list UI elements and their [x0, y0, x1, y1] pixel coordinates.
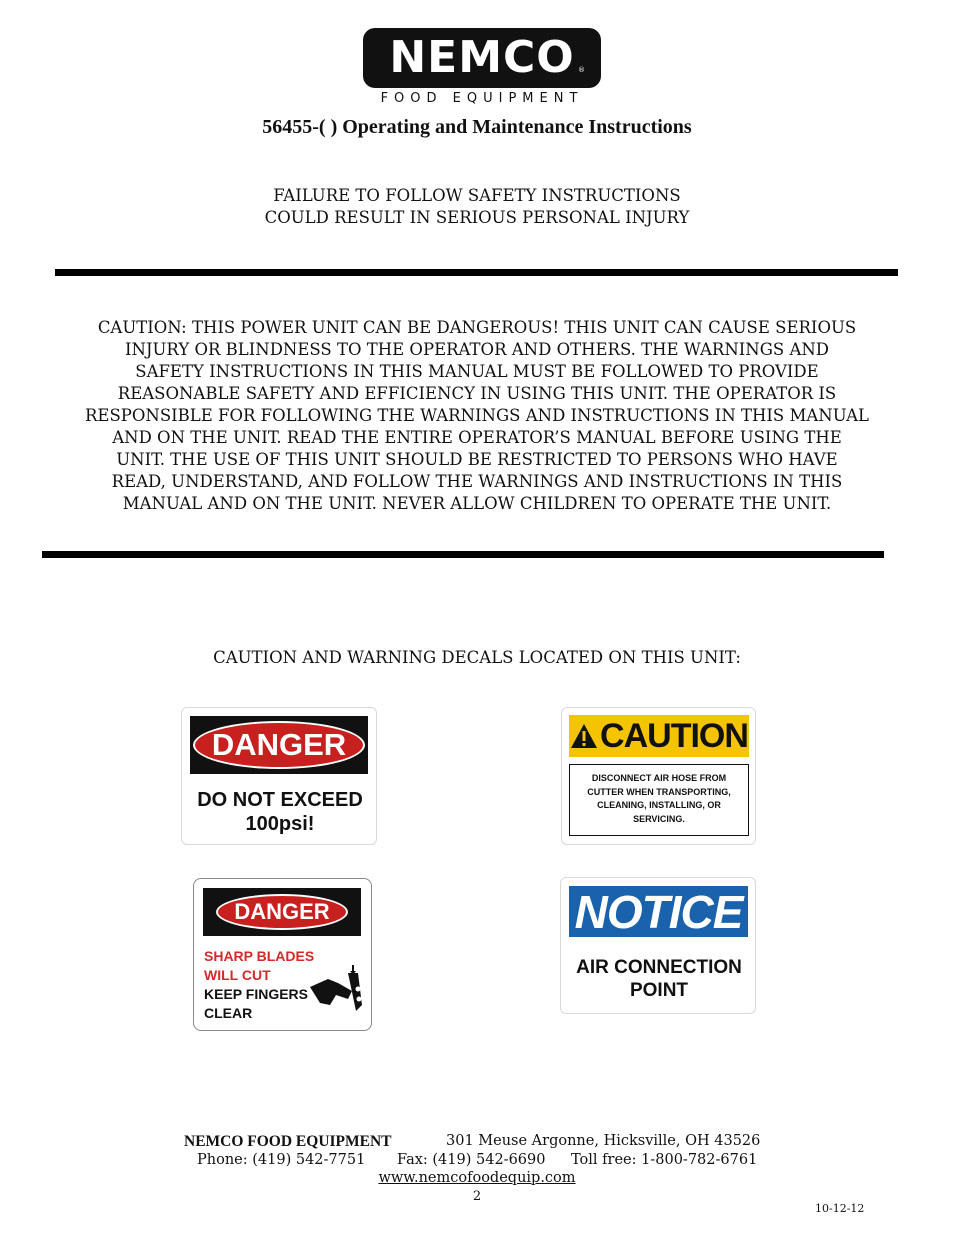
footer-address: 301 Meuse Argonne, Hicksville, OH 43526 — [446, 1133, 761, 1149]
safety-notice-line-2: COULD RESULT IN SERIOUS PERSONAL INJURY — [264, 208, 690, 227]
decal-message-line: 100psi! — [245, 813, 315, 835]
footer-website-link[interactable]: www.nemcofoodequip.com — [378, 1170, 576, 1186]
caution-line: REASONABLE SAFETY AND EFFICIENCY IN USING THIS UNIT. THE OPERATOR IS — [117, 384, 837, 403]
nemco-logo — [363, 28, 601, 88]
bottom-divider — [42, 551, 884, 558]
blades-instruction-line: CLEAR — [204, 1005, 253, 1021]
decal-message-line: DO NOT EXCEED — [197, 789, 363, 811]
caution-message-line: CUTTER WHEN TRANSPORTING, — [587, 786, 731, 797]
notice-message — [561, 956, 757, 1002]
caution-line: SAFETY INSTRUCTIONS IN THIS MANUAL MUST BE FOLLOWED TO PROVIDE — [135, 362, 819, 381]
warning-triangle-icon — [570, 723, 598, 749]
revision-date: 10-12-12 — [815, 1202, 865, 1215]
caution-line: UNIT. THE USE OF THIS UNIT SHOULD BE RESTRICTED TO PERSONS WHO HAVE — [116, 450, 838, 469]
top-divider — [55, 269, 898, 276]
logo-subtitle: FOOD EQUIPMENT — [380, 91, 584, 106]
footer-fax: Fax: (419) 542-6690 — [397, 1152, 546, 1168]
caution-line: INJURY OR BLINDNESS TO THE OPERATOR AND OTHERS. THE WARNINGS AND — [124, 340, 830, 359]
decal-caution-air-hose — [561, 707, 756, 845]
caution-line: CAUTION: THIS POWER UNIT CAN BE DANGEROUS! THIS UNIT CAN CAUSE SERIOUS — [97, 318, 857, 337]
notice-header-text: NOTICE — [574, 885, 743, 938]
notice-message-line: AIR CONNECTION — [576, 957, 742, 978]
page-number: 2 — [472, 1189, 482, 1204]
danger-oval: DANGER — [216, 894, 348, 930]
caution-message-line: CLEANING, INSTALLING, OR — [597, 800, 721, 810]
footer-phone: Phone: (419) 542-7751 — [197, 1152, 366, 1168]
caution-header-band — [569, 715, 749, 757]
footer-tollfree: Toll free: 1-800-782-6761 — [571, 1152, 758, 1168]
footer-company: NEMCO FOOD EQUIPMENT — [184, 1133, 392, 1150]
danger-oval: DANGER — [193, 721, 365, 769]
danger-header-band — [203, 888, 361, 936]
hand-blade-hazard-icon — [308, 965, 366, 1015]
caution-message-box — [569, 764, 749, 836]
caution-line: READ, UNDERSTAND, AND FOLLOW THE WARNINGS AND INSTRUCTIONS IN THIS — [111, 472, 843, 491]
decal-danger-blades — [193, 878, 372, 1031]
logo-wordmark: NEMCO — [389, 32, 575, 83]
blades-warning-line: WILL CUT — [204, 967, 271, 983]
caution-message-line: SERVICING. — [633, 813, 685, 824]
blades-warning-line: SHARP BLADES — [204, 948, 315, 964]
logo-registered-mark: ® — [578, 66, 585, 74]
caution-line: AND ON THE UNIT. READ THE ENTIRE OPERATOR’S MANUAL BEFORE USING THE — [112, 428, 842, 447]
notice-message-line: POINT — [629, 980, 689, 1001]
decal-message — [182, 788, 378, 836]
decal-danger-psi — [181, 707, 377, 845]
danger-header-band — [190, 716, 368, 774]
notice-header-band — [569, 886, 748, 937]
blades-message — [204, 947, 314, 1023]
safety-notice-line-1: FAILURE TO FOLLOW SAFETY INSTRUCTIONS — [273, 186, 681, 205]
caution-line: RESPONSIBLE FOR FOLLOWING THE WARNINGS AND INSTRUCTIONS IN THIS MANUAL — [85, 406, 869, 425]
caution-paragraph — [55, 317, 899, 515]
blades-instruction-line: KEEP FINGERS — [204, 986, 308, 1002]
decals-heading: CAUTION AND WARNING DECALS LOCATED ON THIS UNIT: — [213, 648, 741, 667]
caution-message-line: DISCONNECT AIR HOSE FROM — [591, 773, 727, 783]
page-title: 56455-( ) Operating and Maintenance Instructions — [262, 116, 692, 138]
decal-notice-air-connection — [560, 877, 756, 1014]
caution-line: MANUAL AND ON THE UNIT. NEVER ALLOW CHILDREN TO OPERATE THE UNIT. — [122, 494, 832, 513]
caution-header-text: CAUTION — [600, 716, 748, 755]
